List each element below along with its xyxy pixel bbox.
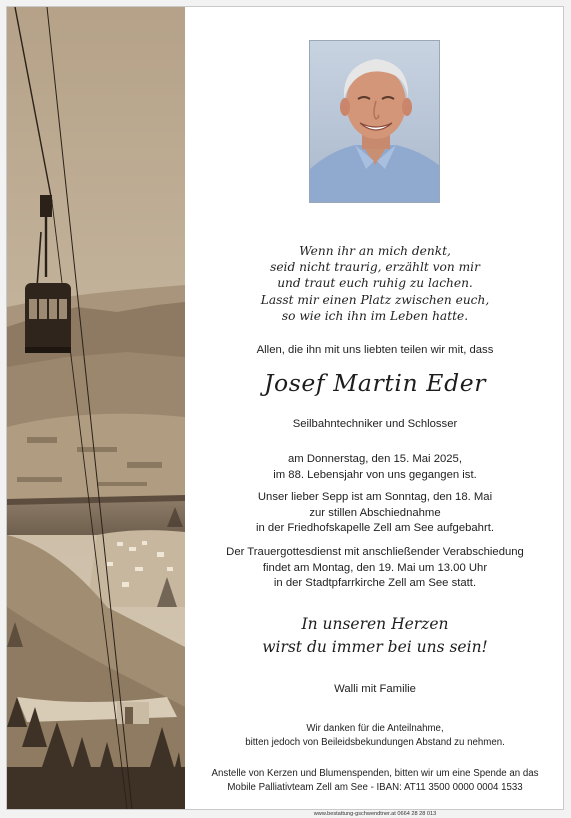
cable-car-photo bbox=[7, 7, 185, 809]
memorial-motto bbox=[186, 613, 564, 659]
intro-text: Allen, die ihn mit uns liebten teilen wir mit, dass bbox=[256, 344, 494, 356]
funeral-service-notice bbox=[186, 545, 564, 592]
profession: Seilbahntechniker und Schlosser bbox=[292, 418, 458, 430]
thanks-line: Wir danken für die Anteilnahme, bbox=[306, 723, 444, 734]
motto-line: wirst du immer bei uns sein! bbox=[262, 638, 488, 656]
death-line: im 88. Lebensjahr von uns gegangen ist. bbox=[273, 468, 477, 481]
poem bbox=[186, 243, 564, 324]
thanks-line: bitten jedoch von Beileidsbekundungen Abstand zu nehmen. bbox=[245, 737, 505, 749]
poem-line: Lasst mir einen Platz zwischen euch, bbox=[260, 292, 490, 307]
donation-line: Mobile Palliativteam Zell am See - IBAN: AT11 3500 0000 0004 1533 bbox=[227, 782, 523, 794]
poem-line: seid nicht traurig, erzählt von mir bbox=[270, 260, 480, 275]
donation-line: Anstelle von Kerzen und Blumenspenden, bitten wir um eine Spende an das bbox=[211, 768, 539, 779]
service-line: in der Stadtpfarrkirche Zell am See statt. bbox=[273, 577, 477, 590]
death-line: am Donnerstag, den 15. Mai 2025, bbox=[288, 453, 462, 465]
viewing-line: zur stillen Abschiednahme bbox=[309, 506, 441, 519]
viewing-line: in der Friedhofskapelle Zell am See aufgebahrt. bbox=[256, 522, 494, 535]
poem-line: und traut euch ruhig zu lachen. bbox=[277, 276, 473, 291]
obituary-content bbox=[186, 7, 564, 809]
viewing-notice bbox=[186, 490, 564, 537]
motto-line: In unseren Herzen bbox=[301, 615, 449, 633]
portrait-photo bbox=[309, 40, 440, 203]
thanks-note bbox=[186, 722, 564, 750]
deceased-name: Josef Martin Eder bbox=[263, 369, 487, 397]
service-line: findet am Montag, den 19. Mai um 13.00 Uhr bbox=[262, 561, 488, 574]
donation-note bbox=[186, 767, 564, 795]
poem-line: so wie ich ihn im Leben hatte. bbox=[281, 308, 469, 323]
poem-line: Wenn ihr an mich denkt, bbox=[299, 244, 451, 258]
death-notice bbox=[186, 452, 564, 483]
family-signature: Walli mit Familie bbox=[334, 683, 416, 695]
viewing-line: Unser lieber Sepp ist am Sonntag, den 18. Mai bbox=[257, 491, 493, 503]
funeral-home-footer: www.bestattung-gschwendtner.at 0664 28 28 013 bbox=[313, 811, 437, 817]
service-line: Der Trauergottesdienst mit anschließender Verabschiedung bbox=[226, 546, 524, 558]
